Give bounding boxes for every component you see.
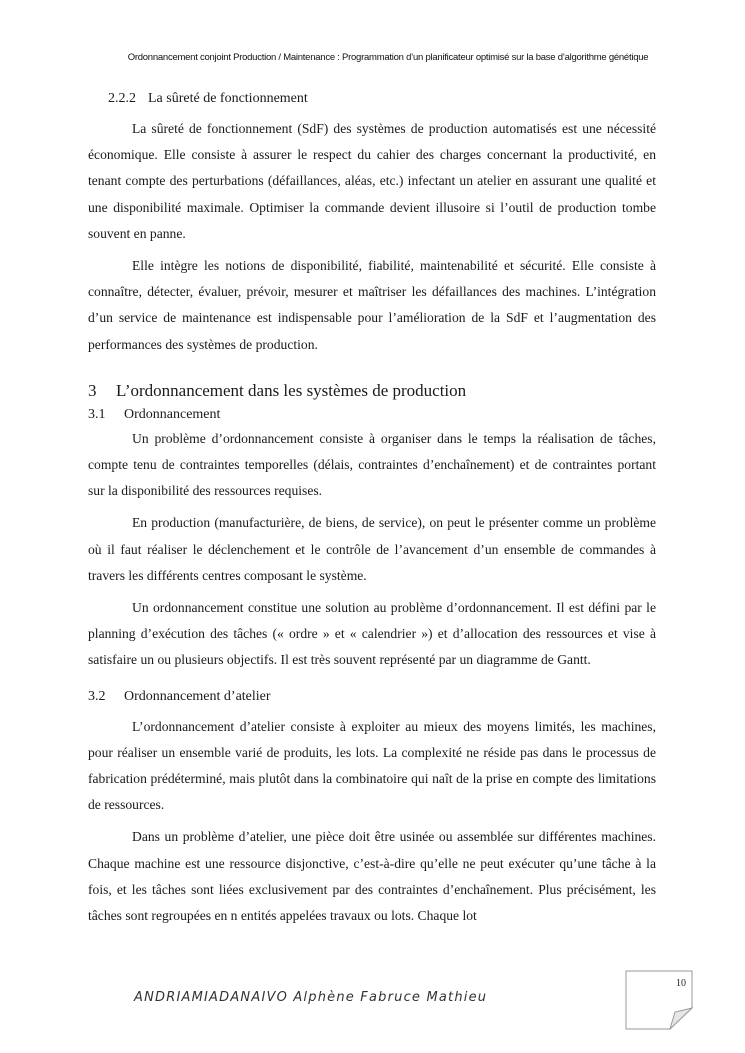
paragraph-surete-2: Elle intègre les notions de disponibilité, fiabilité, maintenabilité et sécurité. Elle consiste à connaître, détecter, évaluer, prévoir, mesurer et maîtriser les défaillances des machines. L’intégration d’un service de maintenance est indispensable pour l’amélioration de la SdF et l’augmentation des performances des systèmes de production. — [88, 258, 656, 352]
heading-number: 2.2.2 — [108, 91, 136, 106]
heading-title: Ordonnancement d’atelier — [124, 688, 271, 704]
heading-title: La sûreté de fonctionnement — [148, 91, 308, 106]
heading-number: 3.2 — [88, 688, 106, 704]
heading-title: Ordonnancement — [124, 406, 221, 422]
heading-2-2-2 — [88, 88, 656, 110]
running-header: Ordonnancement conjoint Production / Maintenance : Programmation d’un planificateur optimisé sur la base d’algorithme génétique — [127, 52, 649, 63]
heading-3-2 — [88, 686, 656, 708]
page-number: 10 — [676, 978, 686, 989]
page-body — [88, 88, 656, 929]
paragraph-ordonnancement-1: Un problème d’ordonnancement consiste à organiser dans le temps la réalisation de tâches, compte tenu de contraintes temporelles (délais, contraintes d’enchaînement) et de contraintes portant sur la disponibilité des ressources requises. — [88, 430, 656, 499]
paragraph-surete-1: La sûreté de fonctionnement (SdF) des systèmes de production automatisés est une nécessité économique. Elle consiste à assurer le respect du cahier des charges concernant la productivité, en tenant compte des perturbations (défaillances, aléas, etc.) infectant un atelier en assurant une qualité et une disponibilité maximale. Optimiser la commande devient illusoire si l’outil de production tombe souvent en panne. — [88, 121, 656, 241]
paragraph-atelier-2: Dans un problème d’atelier, une pièce doit être usinée ou assemblée sur différentes machines. Chaque machine est une ressource disjonctive, c’est-à-dire qu’elle ne peut exécuter qu’une tâche à la fois, et les tâches sont liées exclusivement par des contraintes d’enchaînement. Plus précisément, les tâches sont regroupées en n entités appelées travaux ou lots. Chaque lot — [88, 829, 656, 924]
heading-3-1 — [88, 404, 656, 426]
paragraph-ordonnancement-3: Un ordonnancement constitue une solution au problème d’ordonnancement. Il est défini par le planning d’exécution des tâches (« ordre » et « calendrier ») et d’allocation des ressources et vise à satisfaire un ou plusieurs objectifs. Il est très souvent représenté par un diagramme de Gantt. — [88, 600, 656, 668]
footer-author: ANDRIAMIADANAIVO Alphène Fabruce Mathieu — [134, 990, 488, 1005]
paragraph-ordonnancement-2: En production (manufacturière, de biens, de service), on peut le présenter comme un problème où il faut réaliser le déclenchement et le contrôle de l’avancement d’un ensemble de commandes à travers les différents centres composant le système. — [88, 515, 656, 583]
heading-number: 3.1 — [88, 406, 106, 422]
paragraph-atelier-1: L’ordonnancement d’atelier consiste à exploiter au mieux des moyens limités, les machines, pour réaliser un ensemble varié de produits, les lots. La complexité ne réside pas dans le processus de fabrication prédéterminé, mais plutôt dans la combinatoire qui naît de la prise en compte des limitations de ressources. — [88, 718, 656, 813]
heading-title: L’ordonnancement dans les systèmes de production — [116, 380, 467, 400]
heading-3 — [88, 378, 656, 404]
heading-number: 3 — [88, 380, 97, 400]
